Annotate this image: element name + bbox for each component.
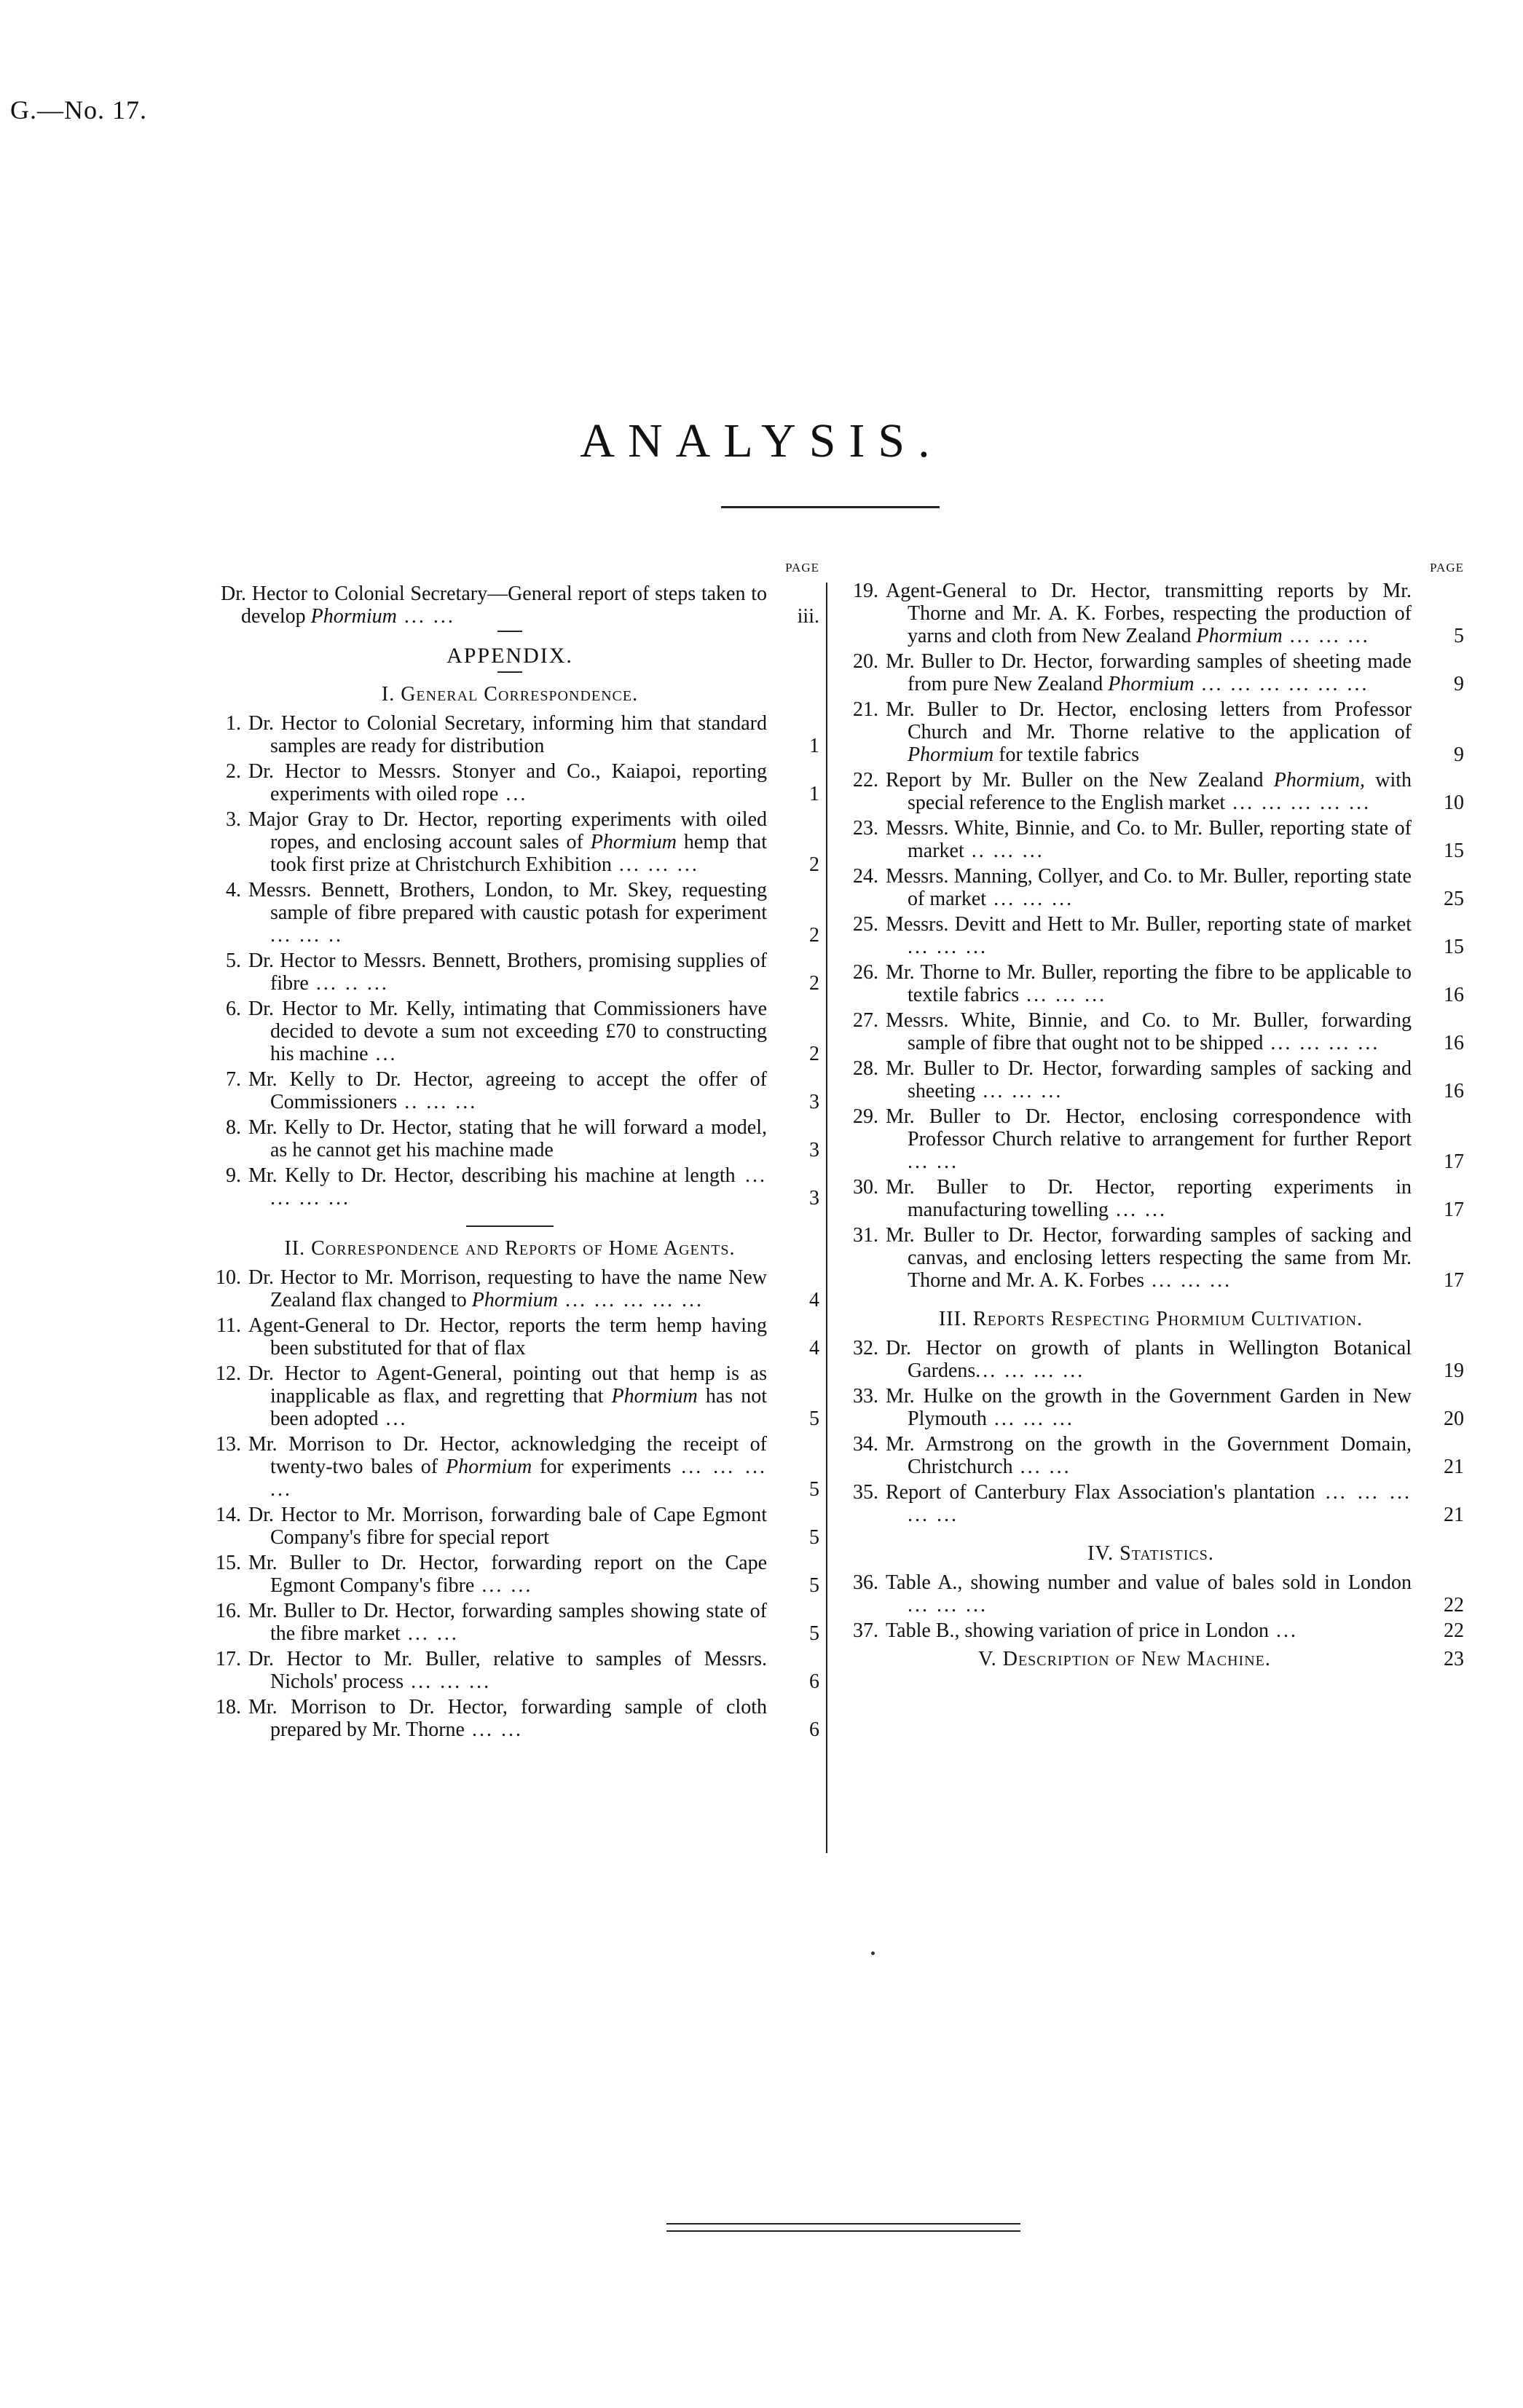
list-item: 36. Table A., showing number and value of bales sold in London ... ... ... 22 [853,1571,1464,1616]
list-item: 18. Mr. Morrison to Dr. Hector, forwarding sample of cloth prepared by Mr. Thorne ... ... 6 [216,1696,819,1741]
list-item: 7. Mr. Kelly to Dr. Hector, agreeing to accept the offer of Commissioners .. ... ... 3 [226,1068,819,1113]
list-item: 37. Table B., showing variation of price in London ... 22 [853,1619,1464,1642]
column-divider [826,583,827,1853]
list-item: 27. Messrs. White, Binnie, and Co. to Mr. Buller, forwarding sample of fibre that ought not to be shipped ... ... ... ... 16 [853,1009,1464,1054]
list-item: 30. Mr. Buller to Dr. Hector, reporting experiments in manufacturing towelling ... ... 17 [853,1176,1464,1221]
document-reference: G.—No. 17. [10,95,147,125]
list-item: 11. Agent-General to Dr. Hector, reports the term hemp having been substituted for that of flax 4 [216,1314,819,1359]
list-item: 15. Mr. Buller to Dr. Hector, forwarding report on the Cape Egmont Company's fibre ... ... 5 [216,1552,819,1597]
list-item: 31. Mr. Buller to Dr. Hector, forwarding samples of sacking and canvas, and enclosing letters respecting the same from Mr. Thorne and Mr. A. K. Forbes ... ... ... 17 [853,1224,1464,1292]
list-item: 9. Mr. Kelly to Dr. Hector, describing his machine at length ... ... ... ... 3 [226,1164,819,1209]
list-item: 16. Mr. Buller to Dr. Hector, forwarding samples showing state of the fibre market ... ... 5 [216,1600,819,1645]
list-item: 22. Report by Mr. Buller on the New Zealand Phormium, with special reference to the English market ... ... ... ... ... 10 [853,769,1464,814]
list-item: 29. Mr. Buller to Dr. Hector, enclosing correspondence with Professor Church relative to arrangement for further Report ... ... 17 [853,1105,1464,1173]
list-item: 12. Dr. Hector to Agent-General, pointing out that hemp is as inapplicable as flax, and regretting that Phormium has not been adopted ... 5 [216,1362,819,1430]
list-item: 5. Dr. Hector to Messrs. Bennett, Brothers, promising supplies of fibre ... .. ... 2 [226,950,819,995]
list-item: 33. Mr. Hulke on the growth in the Government Garden in New Plymouth ... ... ... 20 [853,1385,1464,1430]
section-heading: II. Correspondence and Reports of Home Agents. [284,1237,736,1260]
list-item: 23. Messrs. White, Binnie, and Co. to Mr. Buller, reporting state of market .. ... ... 15 [853,817,1464,862]
bottom-rule [666,2230,1020,2232]
list-item: 6. Dr. Hector to Mr. Kelly, intimating that Commissioners have decided to devote a sum not exceeding £70 to constructing his machine ... 2 [226,998,819,1065]
list-item: 19. Agent-General to Dr. Hector, transmitting reports by Mr. Thorne and Mr. A. K. Forbes, respecting the production of yarns and cloth from New Zealand Phormium ... ... ... 5 [853,580,1464,647]
title-rule [721,506,940,508]
list-item: 34. Mr. Armstrong on the growth in the Government Domain, Christchurch ... ... 21 [853,1433,1464,1478]
new-machine-entry: V. Description of New Machine. 23 [838,1648,1464,1670]
intro-italic: Phormium [310,605,397,628]
list-item: 3. Major Gray to Dr. Hector, reporting experiments with oiled ropes, and enclosing account sales of Phormium hemp that took first prize at Christchurch Exhibition ... ... ... 2 [226,808,819,876]
list-item: 21. Mr. Buller to Dr. Hector, enclosing letters from Professor Church and Mr. Thorne relative to the application of Phormium for textile fabrics 9 [853,698,1464,766]
list-item: 17. Dr. Hector to Mr. Buller, relative to samples of Messrs. Nichols' process ... ... ... 6 [216,1648,819,1693]
page-title: ANALYSIS. [580,414,943,467]
intro-page: iii. [797,605,819,628]
intro-entry: Dr. Hector to Colonial Secretary—General report of steps taken to develop Phormium ... ... iii. [221,583,819,628]
section-heading: V. Description of New Machine. [978,1648,1271,1670]
right-column [838,561,1464,1673]
list-item: 10. Dr. Hector to Mr. Morrison, requesting to have the name New Zealand flax changed to Phormium ... ... ... ... ... 4 [216,1266,819,1311]
page-column-label-right: PAGE [1430,561,1464,575]
section-heading: I. General Correspondence. [381,683,639,706]
page-column-label: PAGE [785,561,819,575]
section-rule [466,1225,554,1227]
list-item: 28. Mr. Buller to Dr. Hector, forwarding samples of sacking and sheeting ... ... ... 16 [853,1057,1464,1102]
list-item: 35. Report of Canterbury Flax Association's plantation ... ... ... ... ... 21 [853,1481,1464,1526]
section-rule [497,671,522,673]
list-item: 1. Dr. Hector to Colonial Secretary, informing him that standard samples are ready for distribution 1 [226,712,819,757]
list-item: 8. Mr. Kelly to Dr. Hector, stating that he will forward a model, as he cannot get his machine made 3 [226,1116,819,1161]
list-item: 4. Messrs. Bennett, Brothers, London, to Mr. Skey, requesting sample of fibre prepared with caustic potash for experiment ... ... .. 2 [226,879,819,947]
list-item: 32. Dr. Hector on growth of plants in Wellington Botanical Gardens... ... ... ... 19 [853,1337,1464,1382]
appendix-heading: APPENDIX. [446,644,573,668]
intro-text: Dr. Hector to Colonial Secretary—General report of steps taken to develop [221,583,767,628]
list-item: 2. Dr. Hector to Messrs. Stonyer and Co., Kaiapoi, reporting experiments with oiled rope ... 1 [226,760,819,805]
section-rule [497,631,522,632]
list-item: 14. Dr. Hector to Mr. Morrison, forwarding bale of Cape Egmont Company's fibre for special report 5 [216,1504,819,1549]
list-item: 25. Messrs. Devitt and Hett to Mr. Buller, reporting state of market ... ... ... 15 [853,913,1464,958]
section-heading: IV. Statistics. [1087,1542,1214,1565]
list-item: 20. Mr. Buller to Dr. Hector, forwarding samples of sheeting made from pure New Zealand Phormium ... ... ... ... ... ... 9 [853,650,1464,695]
list-item: 13. Mr. Morrison to Dr. Hector, acknowledging the receipt of twenty-two bales of Phormium for experiments ... ... ... ... 5 [216,1433,819,1501]
list-item: 26. Mr. Thorne to Mr. Buller, reporting the fibre to be applicable to textile fabrics ... ... ... 16 [853,961,1464,1006]
left-column [200,561,819,1744]
section-heading: III. Reports Respecting Phormium Cultivation. [938,1308,1363,1330]
ink-dot [871,1951,875,1955]
bottom-rule [666,2223,1020,2225]
list-item: 24. Messrs. Manning, Collyer, and Co. to Mr. Buller, reporting state of market ... ... ... 25 [853,865,1464,910]
